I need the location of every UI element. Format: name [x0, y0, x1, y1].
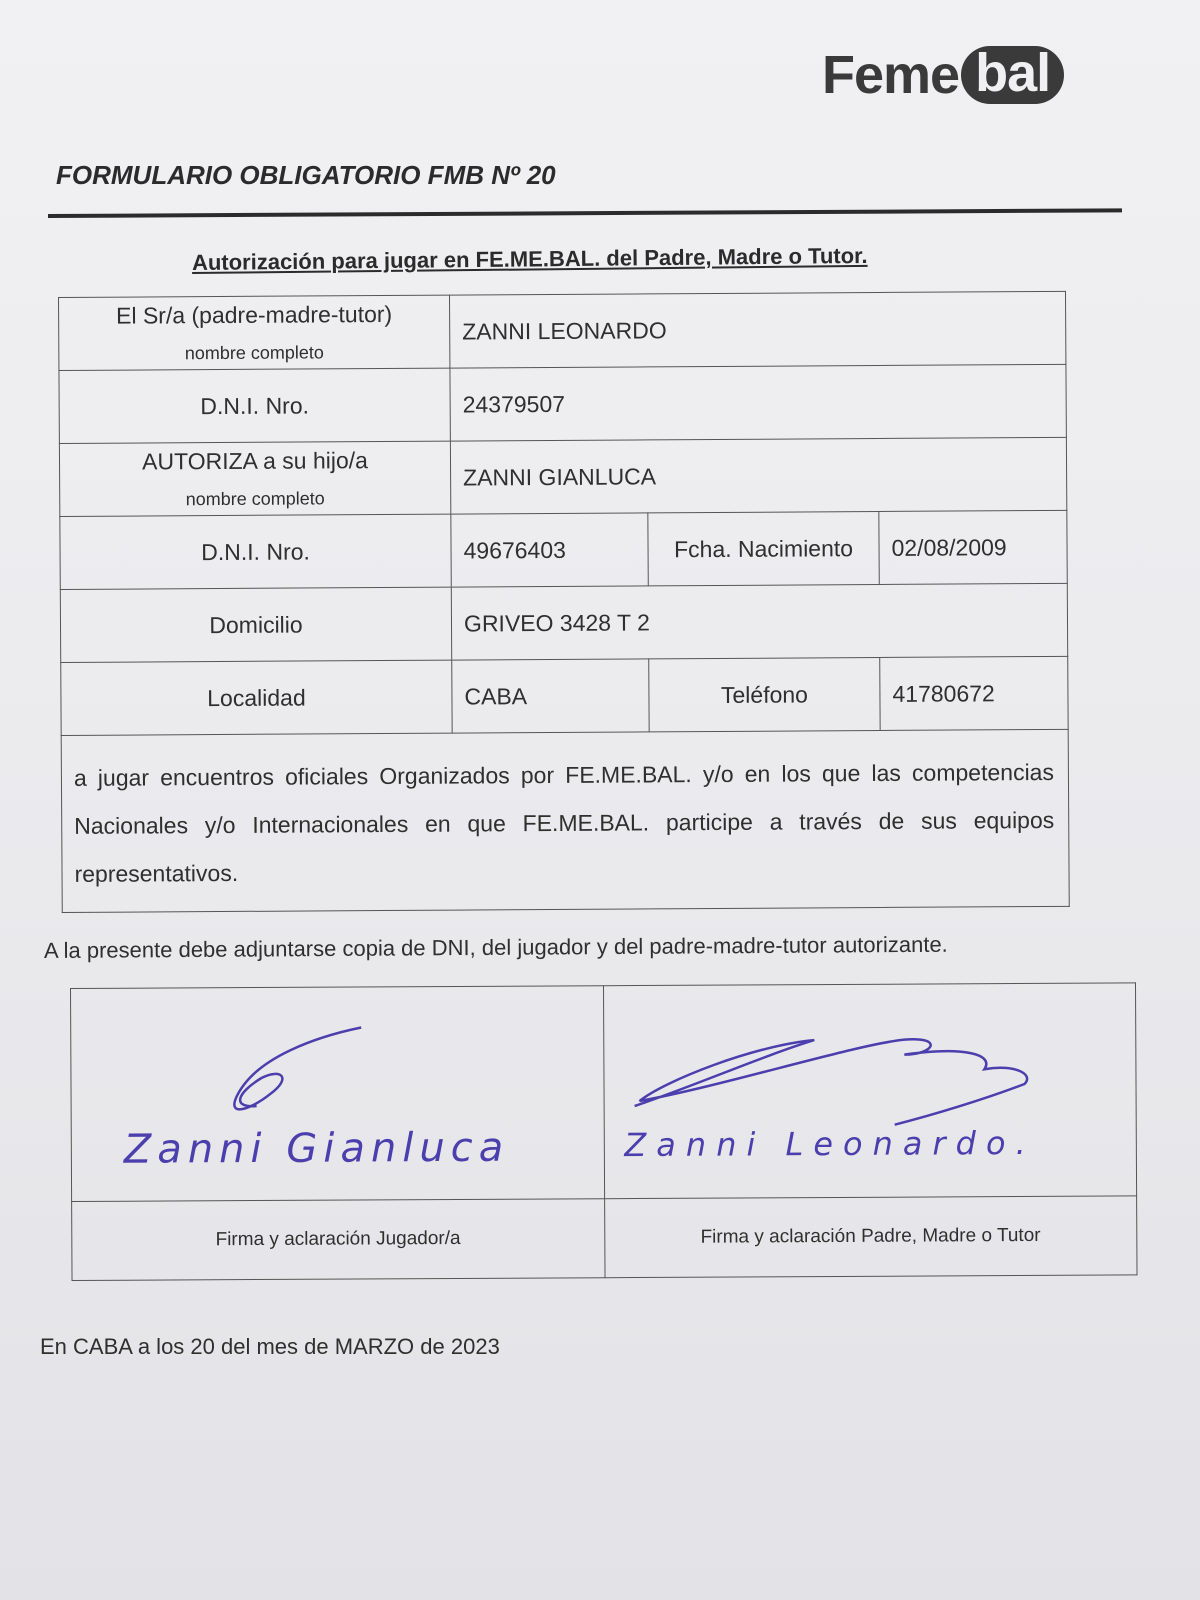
child-name-label-cell [59, 441, 450, 516]
birth-date-label: Fcha. Nacimiento [648, 511, 879, 585]
locality-label: Localidad [61, 660, 452, 735]
phone-value: 41780672 [880, 656, 1068, 730]
table-row [71, 983, 1137, 1202]
player-signature-cell [71, 986, 605, 1202]
parent-name-value: ZANNI LEONARDO [449, 291, 1065, 368]
player-handwritten-name: Zanni Gianluca [123, 1124, 510, 1173]
child-name-sublabel: nombre completo [185, 488, 325, 510]
table-row [60, 583, 1067, 662]
parent-name-sublabel: nombre completo [184, 342, 324, 364]
table-row [59, 291, 1066, 370]
parent-dni-label: D.N.I. Nro. [59, 368, 450, 443]
child-name-value: ZANNI GIANLUCA [450, 437, 1066, 514]
authorization-table [58, 291, 1070, 913]
parent-signature-scribble [603, 983, 1134, 1196]
form-title: FORMULARIO OBLIGATORIO FMB Nº 20 [56, 160, 556, 190]
signature-table [70, 982, 1138, 1281]
attachment-note: A la presente debe adjuntarse copia de DNI, del jugador y del padre-madre-tutor autorizante. [43, 931, 948, 963]
parent-signature-cell [603, 983, 1137, 1199]
birth-date-value: 02/08/2009 [879, 510, 1067, 584]
player-signature-caption: Firma y aclaración Jugador/a [72, 1199, 605, 1281]
parent-dni-value: 24379507 [450, 364, 1066, 441]
table-row [59, 437, 1066, 516]
address-label: Domicilio [60, 587, 451, 662]
table-row [61, 729, 1069, 912]
phone-label: Teléfono [649, 657, 880, 731]
table-row [72, 1196, 1137, 1281]
table-row [59, 364, 1066, 443]
child-name-label: AUTORIZA a su hijo/a [142, 447, 369, 475]
authorization-paragraph: a jugar encuentros oficiales Organizados por FE.ME.BAL. y/o en los que las competencias Nacionales y/o Internacionales en que FE.ME.BAL. participe a través de sus equipos representativos. [61, 729, 1069, 912]
parent-signature-caption: Firma y aclaración Padre, Madre o Tutor [604, 1196, 1137, 1278]
parent-name-label-cell [59, 295, 450, 370]
place-date-footer: En CABA a los 20 del mes de MARZO de 2023 [40, 1334, 500, 1359]
address-value: GRIVEO 3428 T 2 [451, 583, 1067, 660]
parent-handwritten-name: Zanni Leonardo. [624, 1123, 1036, 1165]
table-row [60, 510, 1067, 589]
logo-text-b: bal [961, 46, 1064, 104]
table-row [61, 656, 1068, 735]
child-dni-label: D.N.I. Nro. [60, 514, 451, 589]
femebal-logo [822, 44, 1064, 106]
locality-value: CABA [452, 659, 649, 733]
child-dni-value: 49676403 [451, 513, 648, 587]
logo-text-a: Feme [822, 45, 960, 105]
title-divider [48, 208, 1122, 218]
form-subtitle: Autorización para jugar en FE.ME.BAL. del Padre, Madre o Tutor. [191, 242, 868, 275]
parent-name-label: El Sr/a (padre-madre-tutor) [115, 300, 393, 329]
